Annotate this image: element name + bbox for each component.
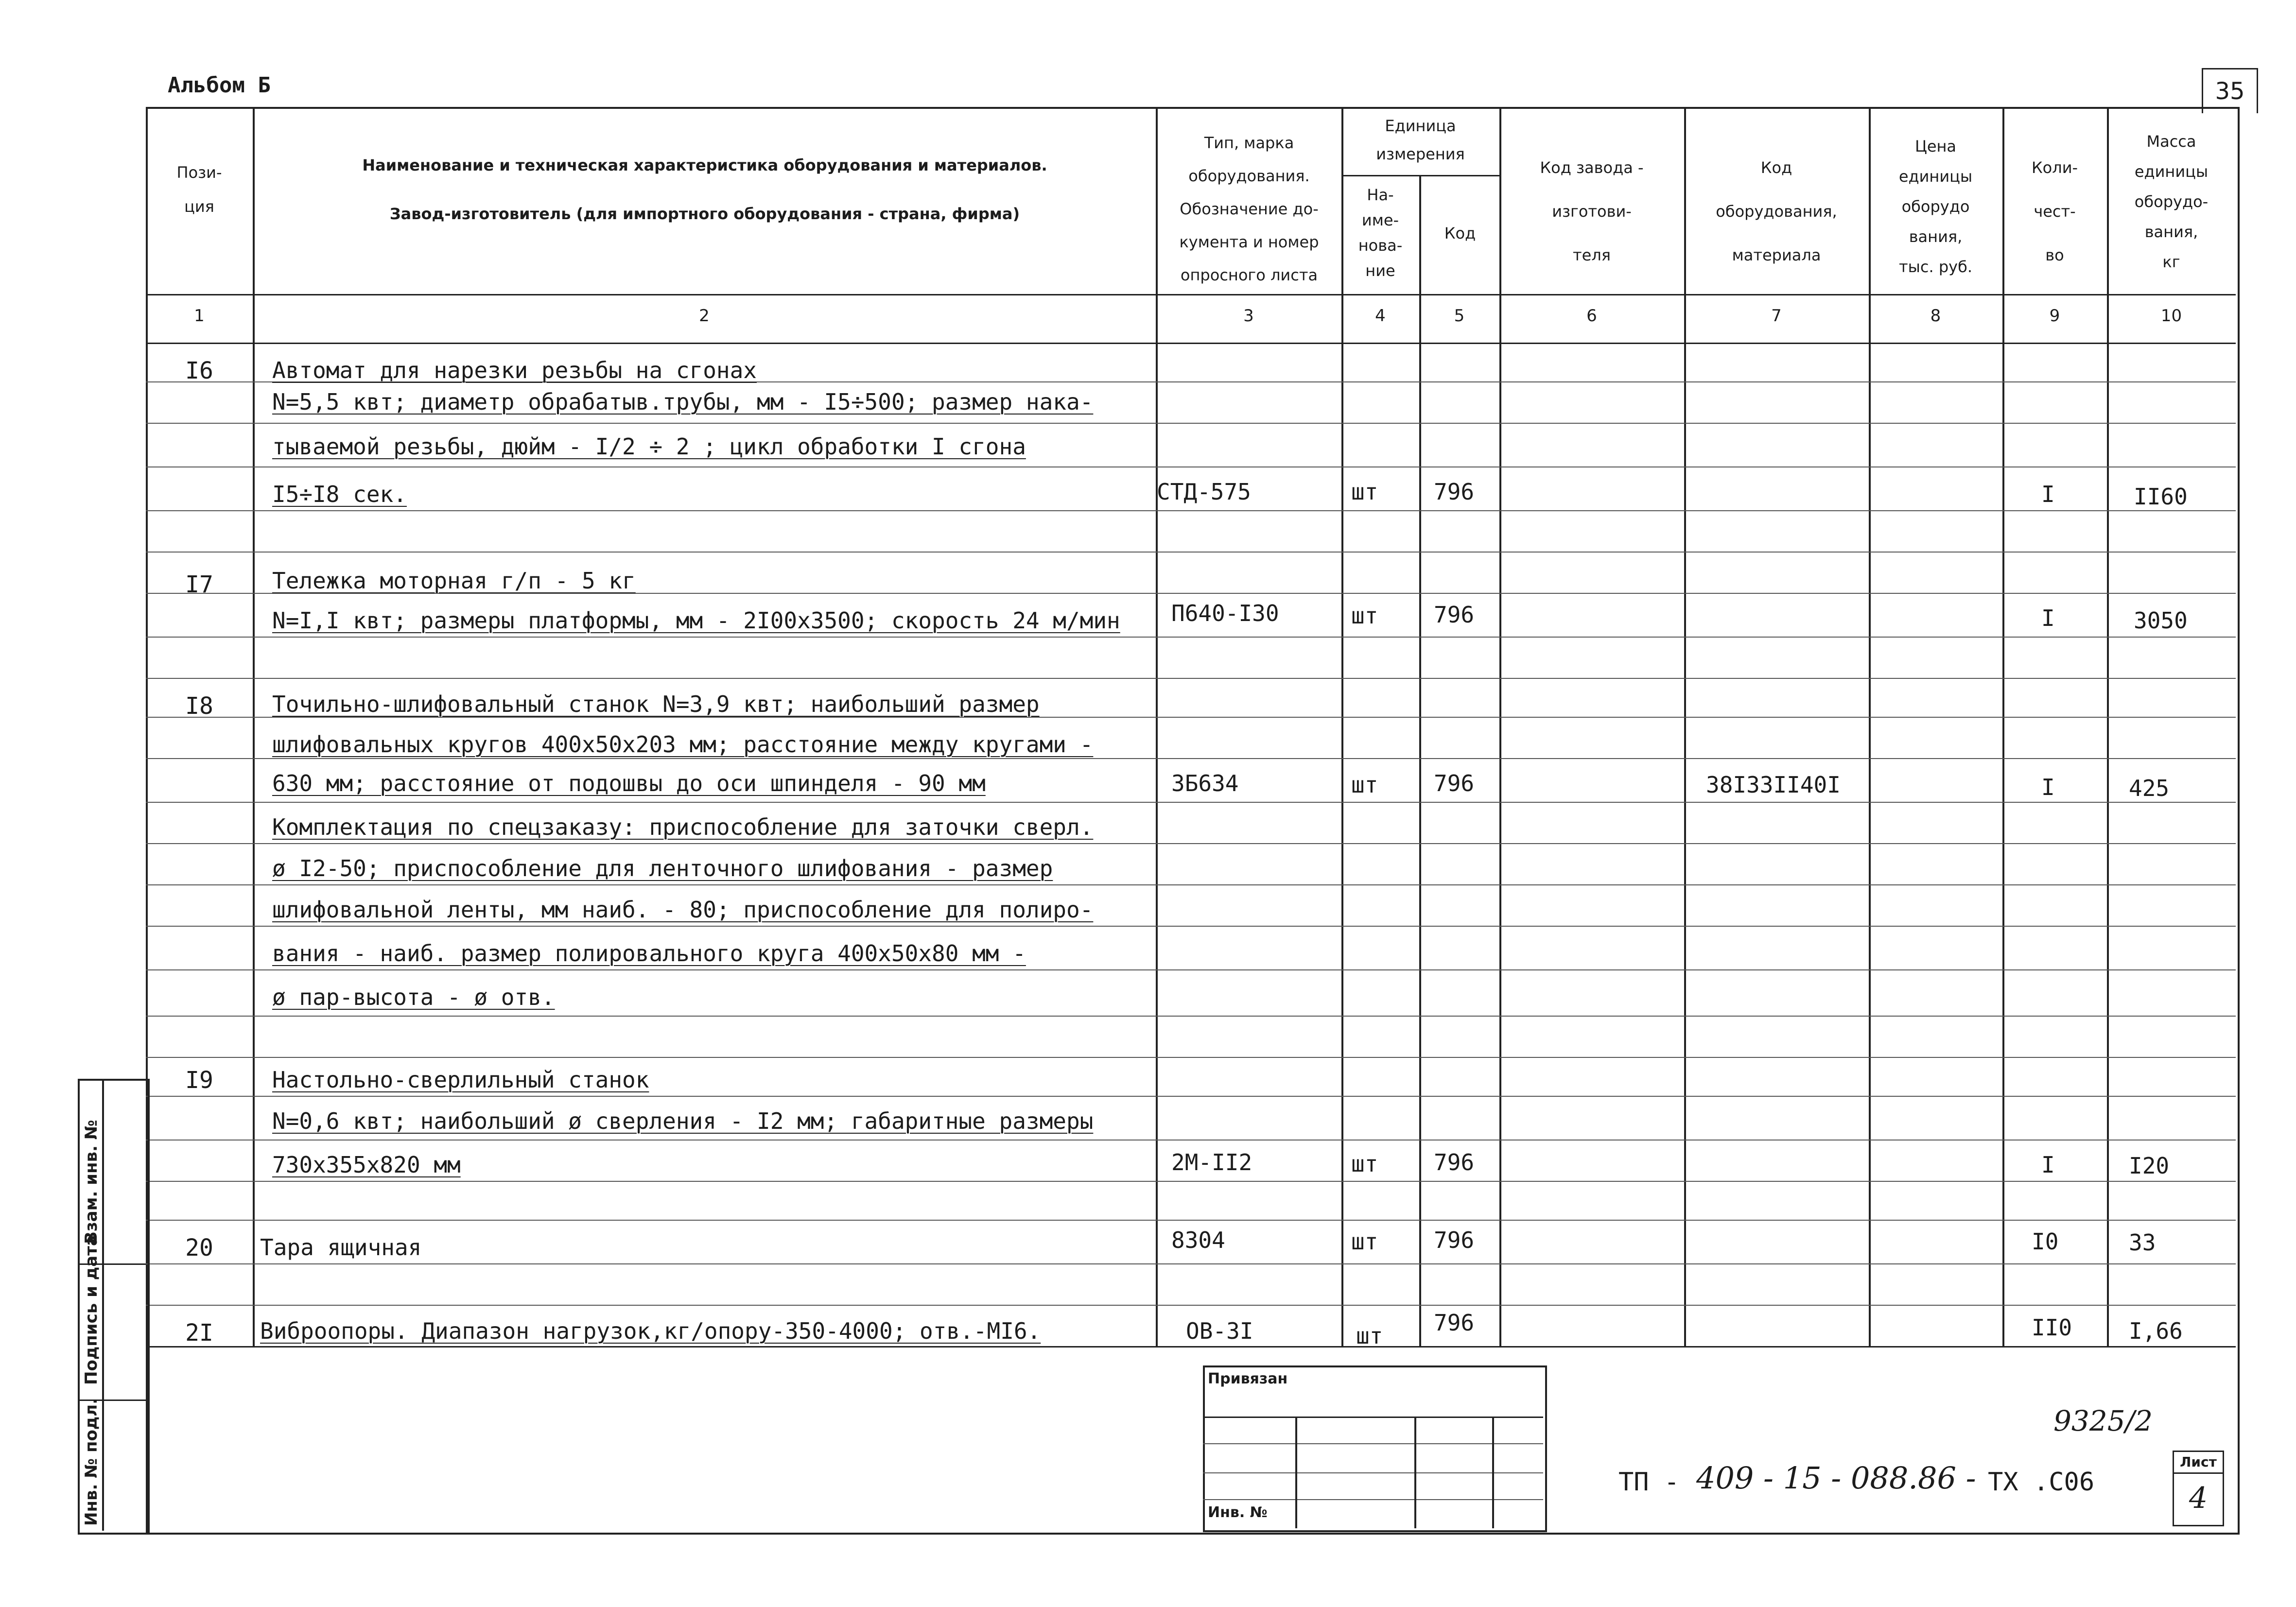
item-position: I9 bbox=[185, 1067, 213, 1094]
row-rule bbox=[146, 423, 2236, 424]
item-description-line: Комплектация по спецзаказу: приспособление для заточки сверл. bbox=[272, 814, 1094, 840]
privyazan-label: Привязан bbox=[1208, 1370, 1288, 1387]
item-quantity: I bbox=[2041, 1152, 2055, 1178]
row-rule bbox=[146, 843, 2236, 844]
item-description-line: шлифовальной ленты, мм наиб. - 80; приспособление для полиро- bbox=[272, 897, 1094, 923]
item-mass: 425 bbox=[2129, 775, 2170, 801]
column-number: 8 bbox=[1930, 306, 1941, 326]
item-description-line: N=I,I квт; размеры платформы, мм - 2I00x3500; скорость 24 м/мин bbox=[272, 607, 1120, 634]
item-description-line: Тележка моторная г/п - 5 кг bbox=[272, 568, 636, 594]
header-mass: Масса единицы оборудо- вания, кг bbox=[2134, 132, 2209, 271]
column-number: 4 bbox=[1375, 306, 1386, 326]
item-description-line: ø пар-высота - ø отв. bbox=[272, 984, 555, 1010]
item-mass: II60 bbox=[2134, 484, 2188, 510]
row-rule bbox=[146, 1305, 2236, 1306]
item-unit: шт bbox=[1351, 479, 1378, 505]
page-number-box bbox=[2202, 68, 2258, 113]
header-unit-code: Код bbox=[1444, 224, 1476, 242]
item-type: ОВ-3I bbox=[1186, 1318, 1253, 1344]
designation-number: 409 - 15 - 088.86 - bbox=[1696, 1460, 1976, 1496]
row-rule bbox=[146, 1057, 2236, 1058]
item-description-line: 730x355x820 мм bbox=[272, 1152, 461, 1178]
item-description-line: Виброопоры. Диапазон нагрузок,кг/опору-350-4000; отв.-МI6. bbox=[260, 1318, 1041, 1344]
row-rule bbox=[146, 1016, 2236, 1017]
row-rule bbox=[146, 510, 2236, 511]
item-type: СТД-575 bbox=[1157, 479, 1251, 505]
column-number: 5 bbox=[1454, 306, 1465, 326]
item-unit-code: 796 bbox=[1434, 770, 1475, 796]
item-position: 20 bbox=[185, 1234, 213, 1261]
header-unit: Единица измерения bbox=[1376, 117, 1465, 163]
header-equipment-code: Код оборудования, материала bbox=[1716, 158, 1837, 264]
header-type: Тип, марка оборудования. Обозначение до- кумента и номер опросного листа bbox=[1179, 134, 1319, 284]
column-number: 10 bbox=[2160, 306, 2182, 326]
header-price: Цена единицы оборудо вания, тыс. руб. bbox=[1898, 137, 1973, 276]
column-number: 1 bbox=[194, 306, 205, 326]
item-position: I8 bbox=[185, 692, 213, 720]
row-rule bbox=[146, 802, 2236, 803]
item-description-line: Настольно-сверлильный станок bbox=[272, 1067, 649, 1093]
row-rule bbox=[146, 969, 2236, 970]
row-rule bbox=[146, 884, 2236, 885]
item-quantity: I bbox=[2041, 605, 2055, 631]
document-number: 9325/2 bbox=[2053, 1404, 2153, 1437]
item-position: I7 bbox=[185, 571, 213, 598]
header-quantity: Коли- чест- во bbox=[2031, 158, 2078, 264]
item-unit-code: 796 bbox=[1434, 1149, 1475, 1175]
item-description-line: вания - наиб. размер полировального круга 400x50x80 мм - bbox=[272, 940, 1026, 967]
item-unit: шт bbox=[1351, 772, 1378, 798]
header-maker-code: Код завода - изготови- теля bbox=[1540, 158, 1644, 264]
item-unit-code: 796 bbox=[1434, 1310, 1475, 1336]
item-mass: I,66 bbox=[2129, 1318, 2183, 1344]
row-rule bbox=[146, 552, 2236, 553]
column-number: 3 bbox=[1243, 306, 1254, 326]
item-quantity: I0 bbox=[2032, 1228, 2059, 1255]
item-unit: шт bbox=[1356, 1323, 1383, 1349]
side-label-signature: Подпись и дата bbox=[82, 1235, 101, 1385]
row-rule bbox=[146, 1096, 2236, 1097]
item-mass: 3050 bbox=[2134, 607, 2188, 634]
page-number: 35 bbox=[2215, 78, 2245, 105]
sheet-box bbox=[2173, 1451, 2224, 1526]
item-quantity: I bbox=[2041, 481, 2055, 507]
row-rule bbox=[146, 637, 2236, 638]
item-description-line: тываемой резьбы, дюйм - I/2 ÷ 2 ; цикл обработки I сгона bbox=[272, 433, 1026, 460]
item-description-line: I5÷I8 сек. bbox=[272, 481, 407, 507]
album-label: Альбом Б bbox=[168, 73, 271, 98]
column-number: 7 bbox=[1771, 306, 1782, 326]
item-position: 2I bbox=[185, 1319, 213, 1347]
item-description-line: ø I2-50; приспособление для ленточного шлифования - размер bbox=[272, 855, 1053, 881]
row-rule bbox=[146, 1220, 2236, 1221]
side-label-inv-original: Инв. № подл. bbox=[82, 1398, 101, 1526]
item-description-line: Автомат для нарезки резьбы на сгонах bbox=[272, 357, 757, 383]
side-label-replacement: Взам. инв. № bbox=[82, 1120, 101, 1244]
item-unit: шт bbox=[1351, 1228, 1378, 1255]
header-unit-name: На- име- нова- ние bbox=[1358, 186, 1403, 280]
item-description-line: шлифовальных кругов 400x50x203 мм; расстояние между кругами - bbox=[272, 731, 1094, 758]
sheet-label: Лист bbox=[2174, 1452, 2223, 1474]
item-quantity: II0 bbox=[2032, 1314, 2072, 1341]
item-equipment-code: 38I33II40I bbox=[1706, 772, 1841, 798]
item-description-line: Тара ящичная bbox=[260, 1234, 422, 1261]
item-type: 2М-II2 bbox=[1171, 1149, 1252, 1175]
column-number: 2 bbox=[699, 306, 710, 326]
item-description-line: N=5,5 квт; диаметр обрабатыв.трубы, мм - I5÷500; размер нака- bbox=[272, 389, 1094, 415]
inv-label: Инв. № bbox=[1208, 1504, 1268, 1521]
item-type: П640-I30 bbox=[1171, 600, 1279, 626]
row-rule bbox=[146, 926, 2236, 927]
header-name-line1: Наименование и техническая характеристика оборудования и материалов. bbox=[362, 156, 1047, 174]
item-description-line: N=0,6 квт; наибольший ø сверления - I2 мм; габаритные размеры bbox=[272, 1108, 1094, 1134]
designation-prefix: ТП - bbox=[1618, 1468, 1680, 1497]
item-unit-code: 796 bbox=[1434, 1227, 1475, 1253]
item-unit: шт bbox=[1351, 603, 1378, 629]
row-rule bbox=[146, 758, 2236, 759]
column-number: 6 bbox=[1586, 306, 1597, 326]
item-type: 3Б634 bbox=[1171, 770, 1239, 796]
item-type: 8304 bbox=[1171, 1227, 1225, 1253]
header-position: Пози- ция bbox=[176, 163, 222, 216]
item-position: I6 bbox=[185, 357, 213, 384]
item-mass: 33 bbox=[2129, 1229, 2156, 1256]
row-rule bbox=[146, 1181, 2236, 1182]
item-unit: шт bbox=[1351, 1151, 1378, 1177]
item-description-line: Точильно-шлифовальный станок N=3,9 квт; наибольший размер bbox=[272, 691, 1040, 717]
column-number: 9 bbox=[2049, 306, 2060, 326]
item-description-line: 630 мм; расстояние от подошвы до оси шпинделя - 90 мм bbox=[272, 770, 986, 796]
designation-suffix: ТХ .С06 bbox=[1988, 1468, 2095, 1497]
item-unit-code: 796 bbox=[1434, 479, 1475, 505]
item-quantity: I bbox=[2041, 774, 2055, 800]
header-name-line2: Завод-изготовитель (для импортного оборудования - страна, фирма) bbox=[389, 205, 1020, 223]
item-mass: I20 bbox=[2129, 1153, 2170, 1179]
item-unit-code: 796 bbox=[1434, 602, 1475, 628]
row-rule bbox=[146, 1263, 2236, 1264]
sheet-number: 4 bbox=[2189, 1481, 2208, 1515]
row-rule bbox=[146, 678, 2236, 679]
